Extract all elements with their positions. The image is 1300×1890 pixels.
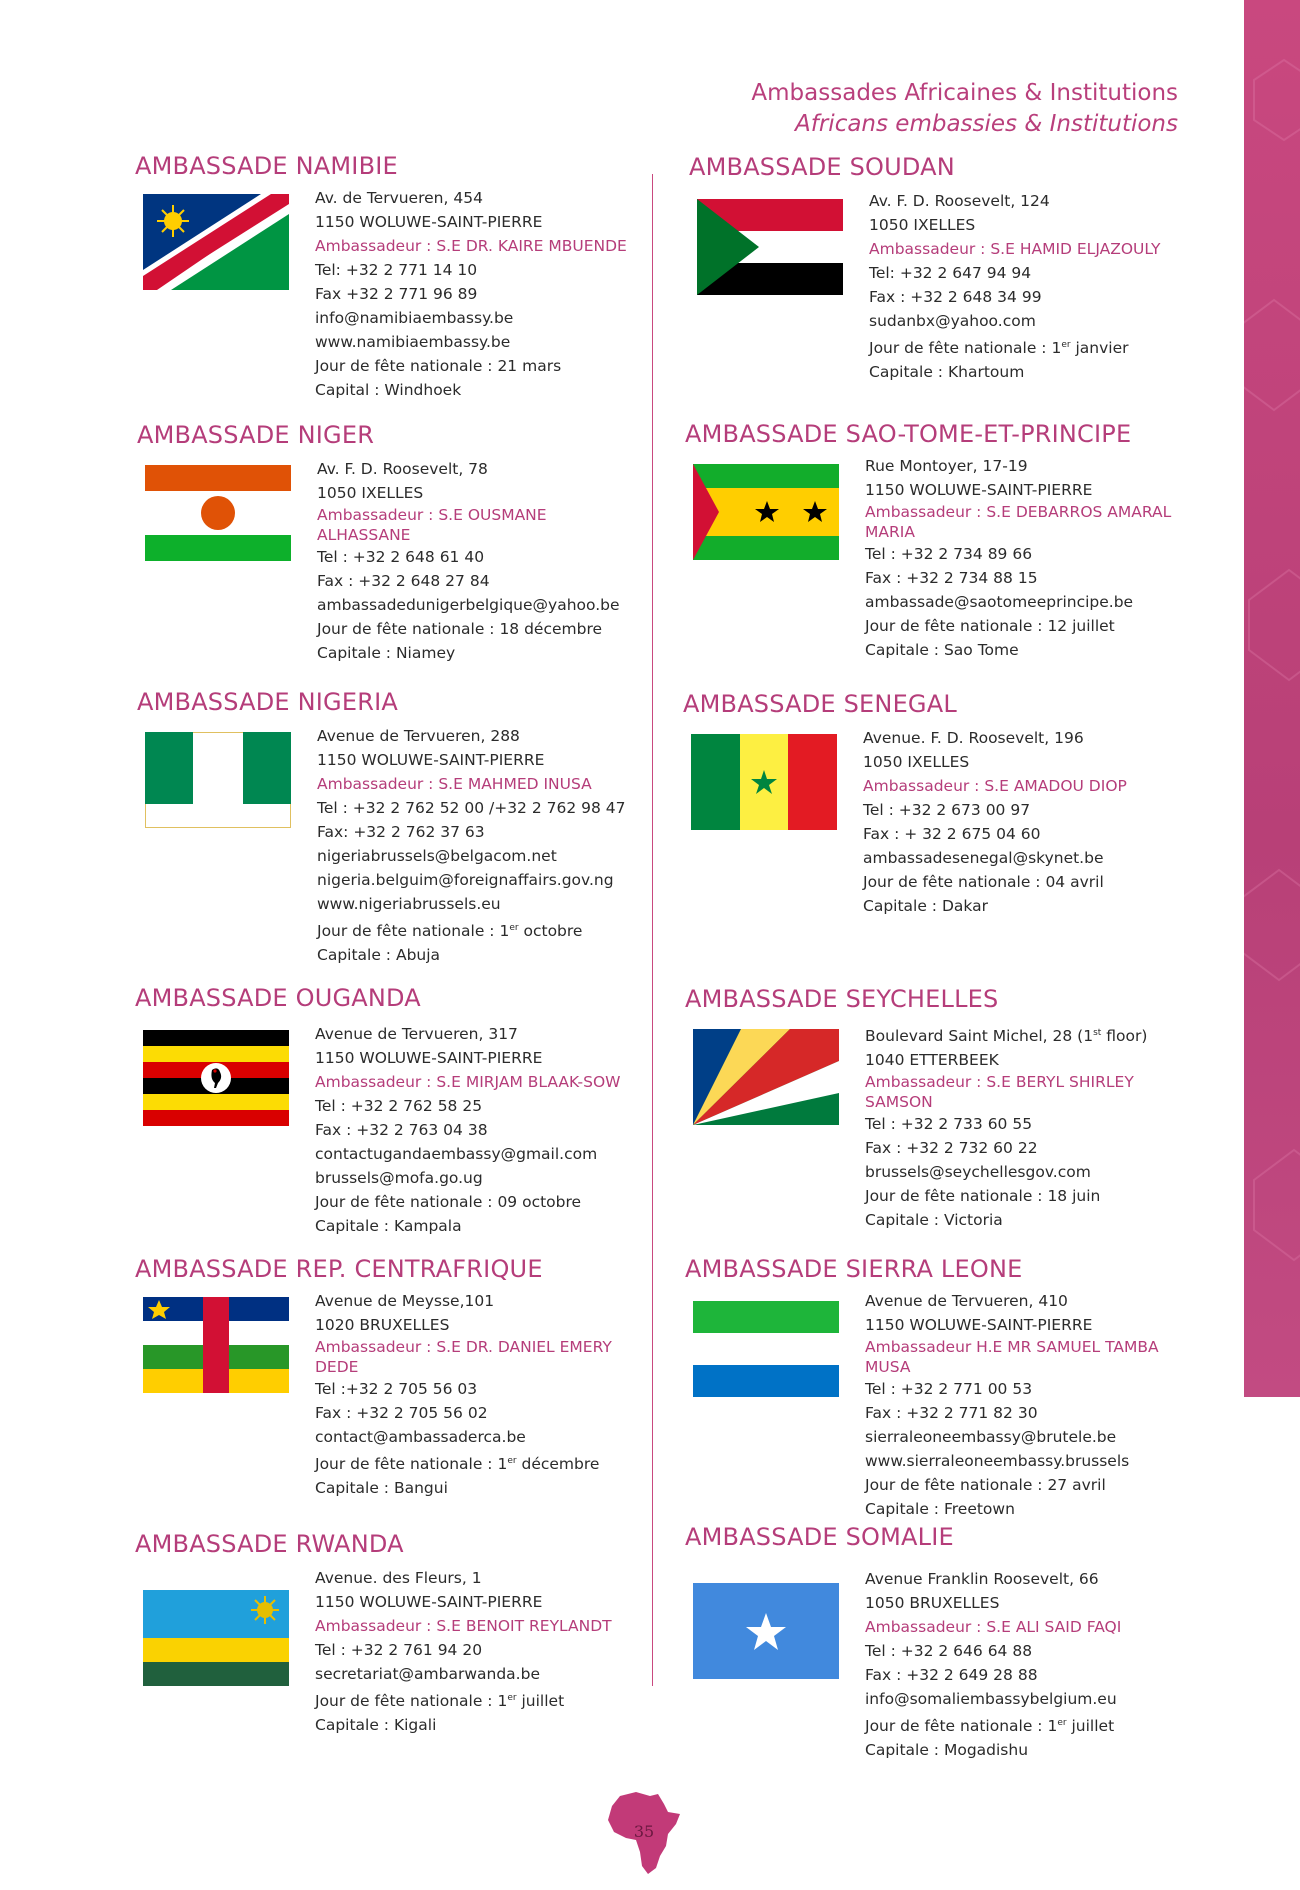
phone: Tel :+32 2 705 56 03 <box>315 1380 478 1398</box>
embassy-details <box>315 1566 635 1737</box>
national-day: Jour de fête nationale : 21 mars <box>315 357 562 375</box>
address-line: Avenue. F. D. Roosevelt, 196 <box>863 729 1084 747</box>
ambassador-name: Ambassadeur : S.E AMADOU DIOP <box>863 777 1127 795</box>
header-title-en: Africans embassies & Institutions <box>795 111 1178 137</box>
embassy-details <box>869 189 1189 384</box>
embassy-title: AMBASSADE NIGERIA <box>137 688 398 716</box>
namibia-flag-icon <box>143 194 289 290</box>
fax: Fax: +32 2 762 37 63 <box>317 823 485 841</box>
website: www.sierraleoneembassy.brussels <box>865 1452 1130 1470</box>
capital: Capitale : Kigali <box>315 1716 437 1735</box>
somalia-flag-icon <box>693 1583 839 1679</box>
email: ambassadesenegal@skynet.be <box>863 849 1104 867</box>
email: nigeriabrussels@belgacom.net <box>317 847 557 865</box>
embassy-title: AMBASSADE RWANDA <box>135 1530 404 1558</box>
email: ambassade@saotomeeprincipe.be <box>865 593 1134 611</box>
phone: Tel : +32 2 648 61 40 <box>317 548 485 566</box>
page-header <box>751 78 1178 140</box>
city-line: 1150 WOLUWE-SAINT-PIERRE <box>315 1593 543 1611</box>
national-day: Jour de fête nationale : 1er octobre <box>317 922 583 941</box>
capital: Capital : Windhoek <box>315 381 462 399</box>
address-line: Avenue de Tervueren, 410 <box>865 1292 1068 1310</box>
address-line: Avenue de Tervueren, 288 <box>317 727 520 745</box>
embassy-details <box>865 1021 1185 1232</box>
embassy-details <box>317 457 637 665</box>
phone: Tel : +32 2 733 60 55 <box>865 1115 1033 1134</box>
fax: Fax : +32 2 648 27 84 <box>317 572 490 590</box>
embassy-title: AMBASSADE NAMIBIE <box>135 152 398 180</box>
email: brussels@seychellesgov.com <box>865 1163 1091 1182</box>
city-line: 1150 WOLUWE-SAINT-PIERRE <box>865 481 1093 499</box>
national-day: Jour de fête nationale : 27 avril <box>865 1476 1106 1494</box>
address-line: Boulevard Saint Michel, 28 (1st floor) <box>865 1027 1148 1046</box>
city-line: 1020 BRUXELLES <box>315 1316 450 1334</box>
address-line: Avenue de Meysse,101 <box>315 1292 495 1310</box>
sao-tome-flag-icon <box>693 464 839 560</box>
national-day: Jour de fête nationale : 04 avril <box>863 873 1104 891</box>
address-line: Rue Montoyer, 17-19 <box>865 457 1028 475</box>
national-day: Jour de fête nationale : 09 octobre <box>315 1193 582 1211</box>
embassy-details <box>315 1289 635 1500</box>
phone: Tel : +32 2 762 58 25 <box>315 1097 483 1115</box>
ambassador-name: Ambassadeur : S.E OUSMANE ALHASSANE <box>317 506 547 544</box>
national-day: Jour de fête nationale : 1er juillet <box>865 1717 1115 1736</box>
website: www.nigeriabrussels.eu <box>317 895 501 913</box>
capital: Capitale : Abuja <box>317 946 441 965</box>
email-secondary: brussels@mofa.go.ug <box>315 1169 483 1187</box>
national-day: Jour de fête nationale : 18 décembre <box>317 620 603 638</box>
capital: Capitale : Victoria <box>865 1211 1003 1230</box>
senegal-flag-icon <box>691 734 837 830</box>
address-line: Av. F. D. Roosevelt, 78 <box>317 460 488 478</box>
email: contactugandaembassy@gmail.com <box>315 1145 598 1163</box>
embassy-title: AMBASSADE NIGER <box>137 421 375 449</box>
phone: Tel : +32 2 771 00 53 <box>865 1380 1033 1398</box>
ambassador-name: Ambassadeur : S.E MAHMED INUSA <box>317 775 592 793</box>
ambassador-name: Ambassadeur : S.E DEBARROS AMARAL MARIA <box>865 503 1172 541</box>
column-divider <box>652 174 653 1686</box>
national-day: Jour de fête nationale : 12 juillet <box>865 617 1115 635</box>
address-line: Avenue. des Fleurs, 1 <box>315 1569 482 1587</box>
phone: Tel : +32 2 761 94 20 <box>315 1641 483 1659</box>
embassy-title: AMBASSADE SENEGAL <box>683 690 957 718</box>
city-line: 1150 WOLUWE-SAINT-PIERRE <box>317 751 545 769</box>
city-line: 1050 BRUXELLES <box>865 1594 1000 1612</box>
africa-map-icon <box>606 1790 682 1876</box>
phone: Tel : +32 2 673 00 97 <box>863 801 1031 819</box>
city-line: 1050 IXELLES <box>863 753 970 771</box>
email: info@namibiaembassy.be <box>315 309 514 327</box>
ambassador-name: Ambassadeur : S.E ALI SAID FAQI <box>865 1618 1122 1636</box>
embassy-details <box>863 726 1183 918</box>
email: info@somaliembassybelgium.eu <box>865 1690 1117 1708</box>
email: sierraleoneembassy@brutele.be <box>865 1428 1117 1446</box>
capital: Capitale : Freetown <box>865 1500 1015 1518</box>
phone: Tel : +32 2 646 64 88 <box>865 1642 1033 1660</box>
website: www.namibiaembassy.be <box>315 333 511 351</box>
fax: Fax : +32 2 649 28 88 <box>865 1666 1038 1684</box>
city-line: 1150 WOLUWE-SAINT-PIERRE <box>865 1316 1093 1334</box>
embassy-details <box>865 1289 1185 1521</box>
national-day: Jour de fête nationale : 1er juillet <box>315 1692 565 1711</box>
fax: Fax : +32 2 705 56 02 <box>315 1404 488 1422</box>
embassy-title: AMBASSADE REP. CENTRAFRIQUE <box>135 1255 543 1283</box>
seychelles-flag-icon <box>693 1029 839 1125</box>
embassy-title: AMBASSADE SEYCHELLES <box>685 985 999 1013</box>
capital: Capitale : Mogadishu <box>865 1741 1029 1760</box>
email: contact@ambassaderca.be <box>315 1428 526 1446</box>
embassy-title: AMBASSADE SOUDAN <box>689 153 955 181</box>
embassy-title: AMBASSADE SAO-TOME-ET-PRINCIPE <box>685 420 1132 448</box>
ambassador-name: Ambassadeur : S.E BENOIT REYLANDT <box>315 1617 612 1635</box>
capital: Capitale : Khartoum <box>869 363 1025 382</box>
niger-flag-icon <box>145 465 291 561</box>
rwanda-flag-icon <box>143 1590 289 1686</box>
phone: Tel: +32 2 771 14 10 <box>315 261 478 279</box>
fax: Fax : +32 2 732 60 22 <box>865 1139 1038 1158</box>
phone: Tel : +32 2 762 52 00 /+32 2 762 98 47 <box>317 799 626 817</box>
fax: Fax : +32 2 763 04 38 <box>315 1121 488 1139</box>
embassy-details <box>865 1567 1185 1762</box>
header-title-fr: Ambassades Africaines & Institutions <box>751 80 1178 106</box>
fax: Fax : +32 2 771 82 30 <box>865 1404 1038 1422</box>
address-line: Av. F. D. Roosevelt, 124 <box>869 192 1050 210</box>
fax: Fax : +32 2 648 34 99 <box>869 288 1042 306</box>
city-line: 1040 ETTERBEEK <box>865 1051 999 1070</box>
capital: Capitale : Dakar <box>863 897 988 915</box>
address-line: Avenue Franklin Roosevelt, 66 <box>865 1570 1099 1588</box>
capital: Capitale : Kampala <box>315 1217 462 1235</box>
city-line: 1050 IXELLES <box>317 484 424 502</box>
email-secondary: nigeria.belguim@foreignaffairs.gov.ng <box>317 871 614 889</box>
city-line: 1150 WOLUWE-SAINT-PIERRE <box>315 1049 543 1067</box>
ambassador-name: Ambassadeur : S.E BERYL SHIRLEY SAMSON <box>865 1073 1134 1112</box>
national-day: Jour de fête nationale : 1er décembre <box>315 1455 600 1474</box>
nigeria-flag-icon <box>145 732 291 828</box>
embassy-title: AMBASSADE SOMALIE <box>685 1523 954 1551</box>
decorative-side-band <box>1244 0 1300 1397</box>
capital: Capitale : Sao Tome <box>865 641 1019 659</box>
uganda-flag-icon <box>143 1030 289 1126</box>
ambassador-name: Ambassadeur : S.E DR. KAIRE MBUENDE <box>315 237 627 255</box>
page-number: 35 <box>633 1822 655 1841</box>
email: secretariat@ambarwanda.be <box>315 1665 540 1683</box>
city-line: 1050 IXELLES <box>869 216 976 234</box>
central-african-republic-flag-icon <box>143 1297 289 1393</box>
city-line: 1150 WOLUWE-SAINT-PIERRE <box>315 213 543 231</box>
embassy-title: AMBASSADE SIERRA LEONE <box>685 1255 1023 1283</box>
national-day: Jour de fête nationale : 1er janvier <box>869 339 1129 358</box>
ambassador-name: Ambassadeur : S.E DR. DANIEL EMERY DEDE <box>315 1338 612 1376</box>
embassy-title: AMBASSADE OUGANDA <box>135 984 421 1012</box>
address-line: Avenue de Tervueren, 317 <box>315 1025 518 1043</box>
embassy-details <box>865 454 1185 662</box>
fax: Fax +32 2 771 96 89 <box>315 285 478 303</box>
sierra-leone-flag-icon <box>693 1301 839 1397</box>
fax: Fax : +32 2 734 88 15 <box>865 569 1038 587</box>
email: ambassadedunigerbelgique@yahoo.be <box>317 596 620 614</box>
address-line: Av. de Tervueren, 454 <box>315 189 483 207</box>
capital: Capitale : Niamey <box>317 644 456 662</box>
national-day: Jour de fête nationale : 18 juin <box>865 1187 1101 1206</box>
embassy-details <box>315 1022 635 1238</box>
ambassador-name: Ambassadeur : S.E HAMID ELJAZOULY <box>869 240 1161 258</box>
embassy-details <box>317 724 637 967</box>
ambassador-name: Ambassadeur : S.E MIRJAM BLAAK-SOW <box>315 1073 621 1091</box>
embassy-details <box>315 186 635 402</box>
phone: Tel : +32 2 734 89 66 <box>865 545 1033 563</box>
capital: Capitale : Bangui <box>315 1479 448 1498</box>
sudan-flag-icon <box>697 199 843 295</box>
ambassador-name: Ambassadeur H.E MR SAMUEL TAMBA MUSA <box>865 1338 1159 1376</box>
phone: Tel: +32 2 647 94 94 <box>869 264 1032 282</box>
email: sudanbx@yahoo.com <box>869 312 1036 330</box>
fax: Fax : + 32 2 675 04 60 <box>863 825 1041 843</box>
